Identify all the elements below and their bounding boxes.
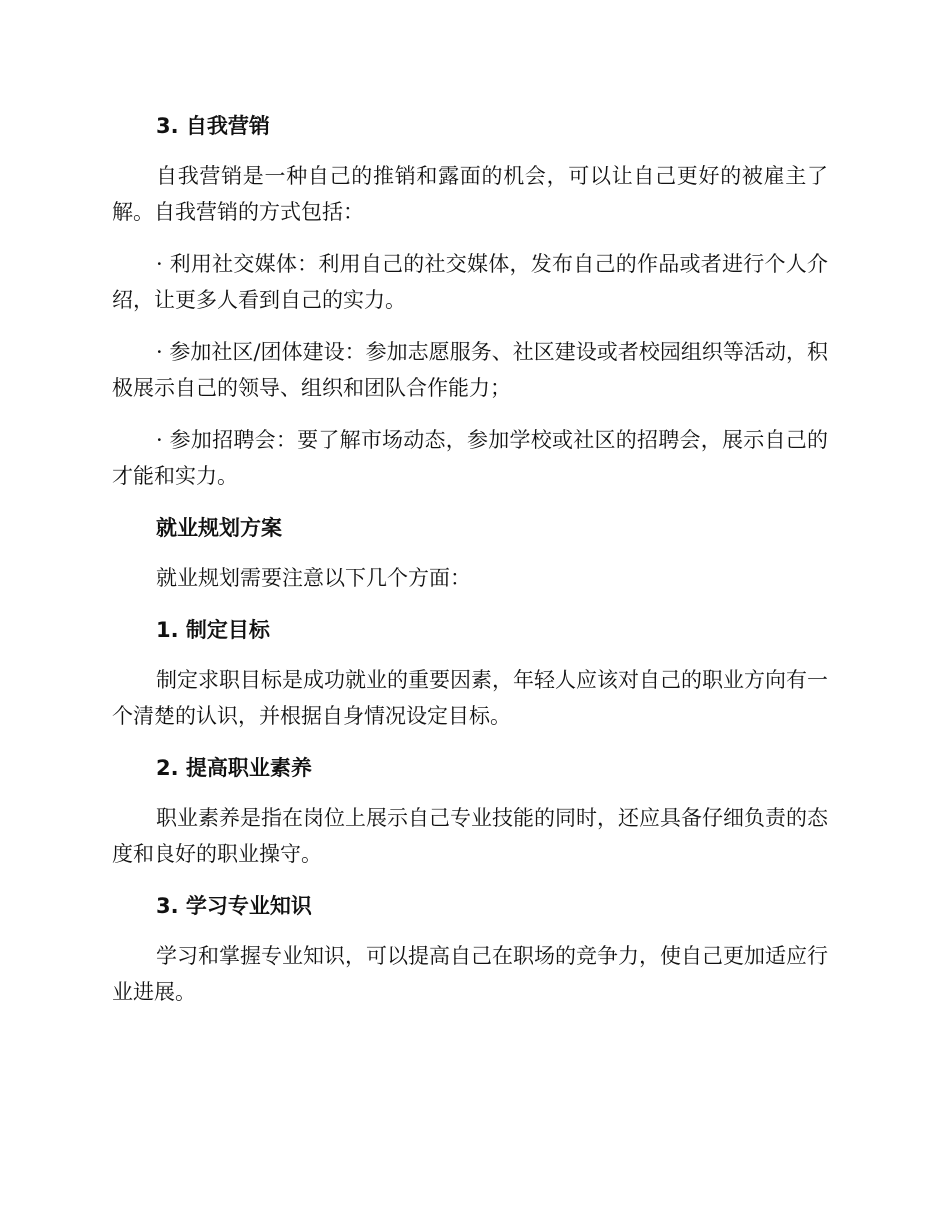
bullet-community: · 参加社区/团体建设：参加志愿服务、社区建设或者校园组织等活动，积极展示自己的领导、组织和团队合作能力； — [112, 340, 828, 400]
document-page — [112, 108, 828, 1026]
section-heading-self-marketing: 3. 自我营销 — [156, 114, 270, 138]
bullet-job-fair: · 参加招聘会：要了解市场动态，参加学校或社区的招聘会，展示自己的才能和实力。 — [112, 428, 828, 488]
section-heading-employment-plan: 就业规划方案 — [156, 516, 282, 540]
paragraph-professionalism: 职业素养是指在岗位上展示自己专业技能的同时，还应具备仔细负责的态度和良好的职业操守。 — [112, 806, 828, 866]
subheading-professionalism: 2. 提高职业素养 — [156, 756, 312, 780]
subheading-learn-knowledge: 3. 学习专业知识 — [156, 894, 312, 918]
paragraph-set-goals: 制定求职目标是成功就业的重要因素，年轻人应该对自己的职业方向有一个清楚的认识，并根据自身情况设定目标。 — [112, 668, 828, 728]
paragraph-learn-knowledge: 学习和掌握专业知识，可以提高自己在职场的竞争力，使自己更加适应行业进展。 — [112, 944, 828, 1004]
subheading-set-goals: 1. 制定目标 — [156, 618, 270, 642]
bullet-social-media: · 利用社交媒体：利用自己的社交媒体，发布自己的作品或者进行个人介绍，让更多人看到自己的实力。 — [112, 252, 828, 312]
paragraph-self-marketing-intro: 自我营销是一种自己的推销和露面的机会，可以让自己更好的被雇主了解。自我营销的方式包括： — [112, 164, 828, 224]
paragraph-employment-plan-intro: 就业规划需要注意以下几个方面： — [156, 566, 471, 590]
